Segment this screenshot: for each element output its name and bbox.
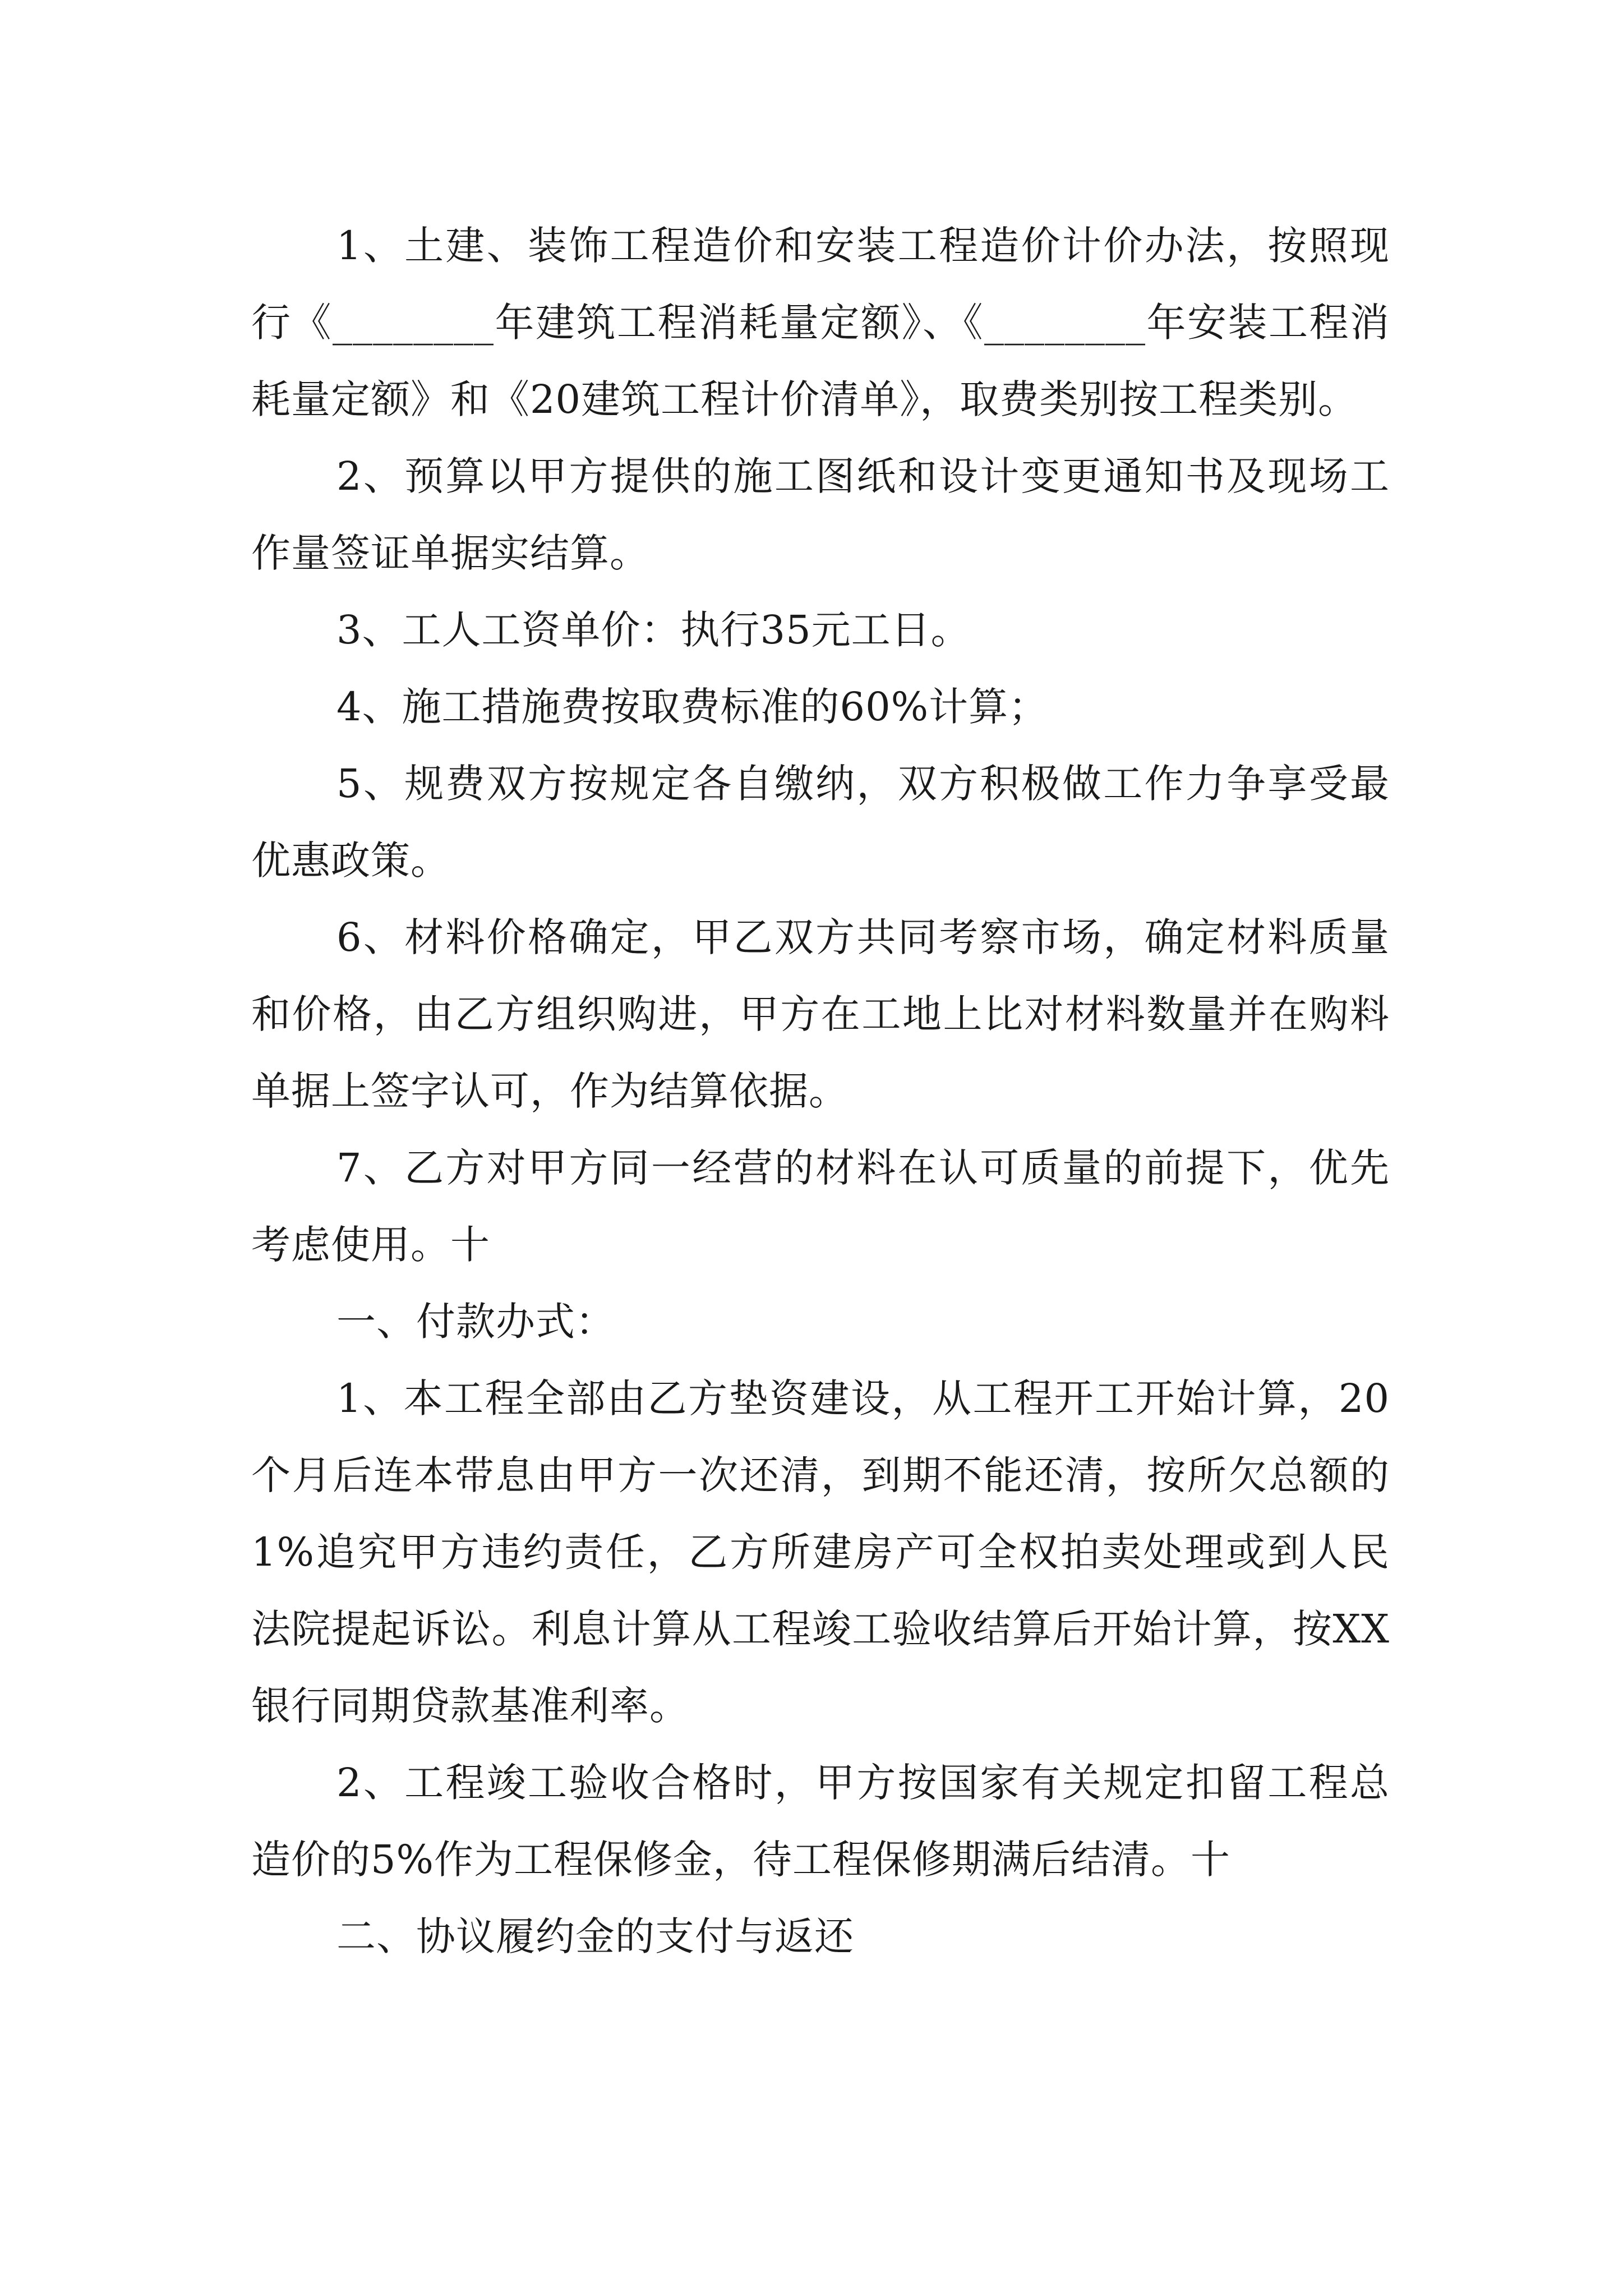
document-body bbox=[251, 208, 1390, 1975]
paragraph-material-priority: 7、乙方对甲方同一经营的材料在认可质量的前提下，优先考虑使用。十 bbox=[251, 1145, 1390, 1268]
paragraph-payment-advance: 1、本工程全部由乙方垫资建设，从工程开工开始计算，20个月后连本带息由甲方一次还清，到期不能还清，按所欠总额的1%追究甲方违约责任，乙方所建房产可全权拍卖处理或到人民法院提起诉讼。利息计算从工程竣工验收结算后开始计算，按XX银行同期贷款基准利率。 bbox=[251, 1375, 1390, 1729]
paragraph-material-price: 6、材料价格确定，甲乙双方共同考察市场，确定材料质量和价格，由乙方组织购进，甲方在工地上比对材料数量并在购料单据上签字认可，作为结算依据。 bbox=[251, 914, 1390, 1114]
paragraph-budget-settlement: 2、预算以甲方提供的施工图纸和设计变更通知书及现场工作量签证单据实结算。 bbox=[251, 453, 1390, 576]
paragraph-warranty-retention: 2、工程竣工验收合格时，甲方按国家有关规定扣留工程总造价的5%作为工程保修金，待工程保修期满后结清。十 bbox=[251, 1760, 1390, 1883]
section-heading-performance-bond: 二、协议履约金的支付与返还 bbox=[336, 1913, 854, 1959]
section-heading-payment: 一、付款办式： bbox=[336, 1299, 615, 1345]
paragraph-pricing-method: 1、土建、装饰工程造价和安装工程造价计价办法，按照现行《________年建筑工程消耗量定额》、《________年安装工程消耗量定额》和《20建筑工程计价清单》，取费类别按工程类别。 bbox=[251, 223, 1390, 422]
paragraph-measure-fee: 4、施工措施费按取费标准的60%计算； bbox=[336, 684, 1049, 730]
paragraph-wage-rate: 3、工人工资单价：执行35元工日。 bbox=[336, 607, 971, 653]
paragraph-regulatory-fees: 5、规费双方按规定各自缴纳，双方积极做工作力争享受最优惠政策。 bbox=[251, 761, 1390, 884]
